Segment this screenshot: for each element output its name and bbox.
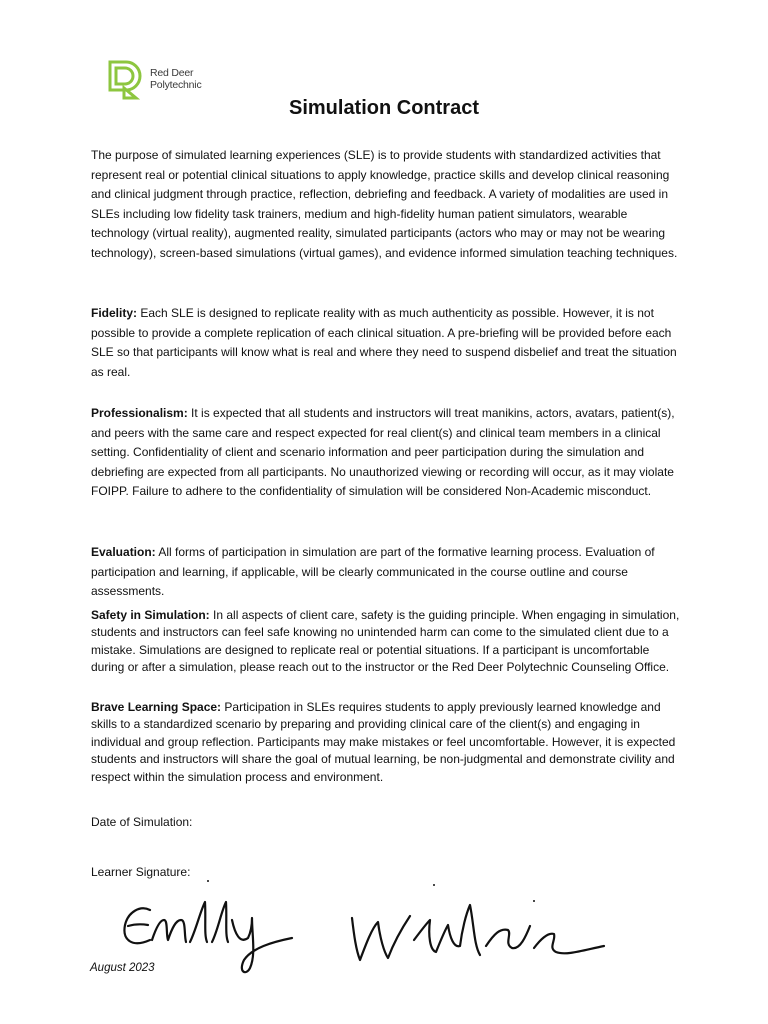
logo-line-2: Polytechnic [150, 79, 202, 91]
learner-signature-label: Learner Signature: [91, 865, 191, 879]
intro-paragraph: The purpose of simulated learning experiences (SLE) is to provide students with standardized activities that represent real or potential clinical situations to apply knowledge, practice skills and develop clinical reasoning and clinical judgment through practice, reflection, debriefing and feedback. A variety of modalities are used in SLEs including low fidelity task trainers, medium and high-fidelity human patient simulators, wearable technology (virtual reality), augmented reality, simulated participants (actors who may or may not be wearing technology), screen-based simulations (virtual games), and evidence informed simulation teaching techniques. [91, 148, 678, 260]
footer-date: August 2023 [90, 962, 155, 974]
safety-heading: Safety in Simulation: [91, 608, 210, 622]
ink-dot [207, 880, 209, 882]
fidelity-text: Each SLE is designed to replicate reality with as much authenticity as possible. However, it is not possible to provide a complete replication of each clinical situation. A pre-briefing will be provided before each SLE so that participants will know what is real and where they need to suspend disbelief and treat the situation as real. [91, 306, 677, 379]
brave-space-heading: Brave Learning Space: [91, 700, 222, 714]
professionalism-heading: Professionalism: [91, 406, 188, 420]
evaluation-heading: Evaluation: [91, 545, 156, 559]
fidelity-heading: Fidelity: [91, 306, 138, 320]
evaluation-text: All forms of participation in simulation are part of the formative learning process. Evaluation of participation and learning, if applicable, will be clearly communicated in the course outline and course assessments. [91, 545, 655, 599]
safety-text: In all aspects of client care, safety is the guiding principle. When engaging in simulation, students and instructors can feel safe knowing no unintended harm can come to the simulated client due to a mistake. Simulations are designed to replicate real or potential situations. If a participant is uncomfortable during or after a simulation, please reach out to the instructor or the Red Deer Polytechnic Counseling Office. [91, 608, 680, 675]
professionalism-text: It is expected that all students and instructors will treat manikins, actors, avatars, patient(s), and peers with the same care and respect expected for real client(s) and clinical team members in a clinical setting. Confidentiality of client and scenario information and peer participation during the simulation and debriefing are expected from all participants. No unauthorized viewing or recording will occur, as it may violate FOIPP. Failure to adhere to the confidentiality of simulation will be considered Non-Academic misconduct. [91, 406, 675, 499]
page-title: Simulation Contract [288, 97, 479, 119]
date-of-simulation-label: Date of Simulation: [91, 815, 193, 829]
logo-line-1: Red Deer [150, 67, 194, 79]
brave-space-text: Participation in SLEs requires students to apply previously learned knowledge and skills to a standardized scenario by preparing and providing clinical care of the client(s) and engaging in individual and group reflection. Participants may make mistakes or feel uncomfortable. However, it is expected students and instructors will share the goal of mutual learning, be non-judgmental and demonstrate civility and respect within the simulation process and environment. [91, 700, 676, 784]
ink-dot [433, 884, 435, 886]
ink-dot [533, 900, 535, 902]
